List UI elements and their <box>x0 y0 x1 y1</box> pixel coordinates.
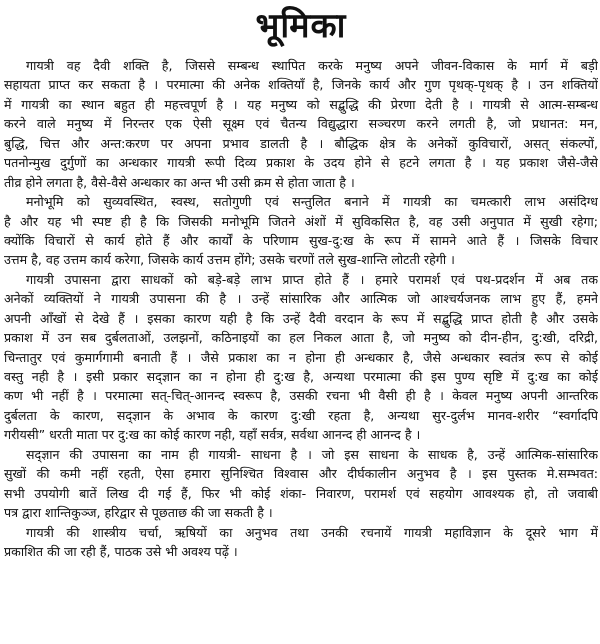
paragraph <box>4 445 598 523</box>
text-line: कण भी नहीं है । परमात्मा सत्-चित्-आनन्द स्वरूप है, उसकी रचना भी वैसी ही है । केवल मनुष्य अपनी आन्तरिक <box>4 388 598 404</box>
text-line: है और यह भी स्पष्ट ही है कि जिसकी मनोभूमि जितने अंशों में सुविकसित है, वह उसी अनुपात में सुखी रहेगा; <box>4 213 598 229</box>
paragraph <box>4 270 598 445</box>
paragraph <box>4 56 598 192</box>
text-line: चिन्तातुर एवं कुमार्गगामी बनाती हैं । जैसे प्रकाश का न होना ही अन्धकार है, जैसे अन्धकार स्वतंत्र रूप से कोई <box>4 349 598 365</box>
text-line: मनोभूमि को सुव्यवस्थित, स्वस्थ, सतोगुणी एवं सन्तुलित बनाने में गायत्री का चमत्कारी लाभ असंदिग्ध <box>26 194 598 210</box>
text-line: अपनी आँखों से देखे हैं । इसका कारण यही है कि उन्हें दैवी वरदान के रूप में सद्बुद्धि प्राप्त होती है और उसके <box>4 310 598 326</box>
page-title: भूमिका <box>255 6 347 46</box>
text-line: सद्ज्ञान की उपासना का नाम ही गायत्री- साधना है । जो इस साधना के साधक है, उन्हें आत्मिक-सांसारिक <box>26 446 598 462</box>
text-line: में गायत्री का स्थान बहुत ही महत्त्वपूर्ण है । यह मनुष्य को सद्बुद्धि की प्रेरणा देती है । गायत्री से आत्म-सम्बन्ध <box>4 96 598 112</box>
text-line: बुद्धि, चित्त और अन्त:करण पर अपना प्रभाव डालती है । बौद्धिक क्षेत्र के अनेकों कुविचारों, असत् संकल्पों, <box>4 135 598 151</box>
text-line: गायत्री उपासना द्वारा साधकों को बड़े-बड़े लाभ प्राप्त होते हैं । हमारे परामर्श एवं पथ-प्रदर्शन में अब तक <box>26 271 598 287</box>
text-line: गायत्री की शास्त्रीय चर्चा, ऋषियों का अनुभव तथा उनकी रचनायें गायत्री महाविज्ञान के दूसरे भाग में <box>26 524 598 540</box>
text-line: सभी उपयोगी बातें लिख दी गई हैं, फिर भी कोई शंका- निवारण, परामर्श एवं सहयोग आवश्यक हो, तो जवाबी <box>4 485 598 501</box>
text-line: पत्र द्वारा शान्तिकुञ्ज, हरिद्वार से पूछताछ की जा सकती है । <box>4 505 273 521</box>
text-line: सुखों की कमी नहीं रहती, ऐसा हमारा सुनिश्चित विश्वास और दीर्घकालीन अनुभव है । इस पुस्तक मे.सम्भवत: <box>4 466 598 482</box>
text-line: प्रकाशित की जा रही हैं, पाठक उसे भी अवश्य पढ़ें । <box>4 543 238 559</box>
text-line: दुर्बलता के कारण, सद्ज्ञान के अभाव के कारण दु:खी रहता है, अन्यथा सुर-दुर्लभ मानव-शरीर “स्वर्गादपि <box>4 407 598 423</box>
text-line: वस्तु नही है । इसी प्रकार सद्ज्ञान का न होना ही दु:ख है, अन्यथा परमात्मा की इस पुण्य सृष्टि में दु:ख का कोई <box>4 369 598 384</box>
text-line: तीव्र होने लगता है, वैसे-वैसे अन्धकार का अन्त भी उसी क्रम से होता जाता है । <box>4 174 355 190</box>
text-line: करने वाले मनुष्य में निरन्तर एक ऐसी सूक्ष्म एवं चैतन्य विद्युद्धारा सञ्चरण करने लगती है, जो प्रधानत: मन, <box>4 116 598 132</box>
text-line: क्योंकि विचारों से कार्य होते हैं और कार्यों के परिणाम सुख-दु:ख के रूप में सामने आते हैं । जिसके विचार <box>4 232 598 248</box>
text-line: सहायता प्राप्त कर सकता है । परमात्मा की अनेक शक्तियाँ है, जिनके कार्य और गुण पृथक्-पृथक् है । उन शक्तियों <box>4 77 598 93</box>
text-line: अनेकों व्यक्तियों ने गायत्री उपासना की है । उन्हें सांसारिक और आत्मिक जो आश्चर्यजनक लाभ हुए हैं, हमने <box>4 291 598 307</box>
paragraph <box>4 523 598 562</box>
text-line: प्रकाश में उन सब दुर्बलताओं, उलझनों, कठिनाइयों का हल निकल आता है, जो मनुष्य को दीन-हीन, दु:खी, दरिद्री, <box>4 330 598 346</box>
document-body <box>4 56 598 561</box>
text-line: गरीयसी” धरती माता पर दु:ख का कोई कारण नही, यहाँ सर्वत्र, सर्वथा आनन्द ही आनन्द है । <box>4 427 421 443</box>
text-line: गायत्री वह दैवी शक्ति है, जिससे सम्बन्ध स्थापित करके मनुष्य अपने जीवन-विकास के मार्ग में बड़ी <box>26 58 598 73</box>
paragraph <box>4 192 598 270</box>
text-line: उत्तम है, वह उत्तम कार्य करेगा, जिसके कार्य उत्तम होंगे; उसके चरणों तले सुख-शान्ति लोटती रहेगी । <box>4 252 455 268</box>
text-line: पतनोन्मुख दुर्गुणों का अन्धकार गायत्री रूपी दिव्य प्रकाश के उदय होने से हटने लगता है । यह प्रकाश जैसे-जैसे <box>4 155 598 171</box>
